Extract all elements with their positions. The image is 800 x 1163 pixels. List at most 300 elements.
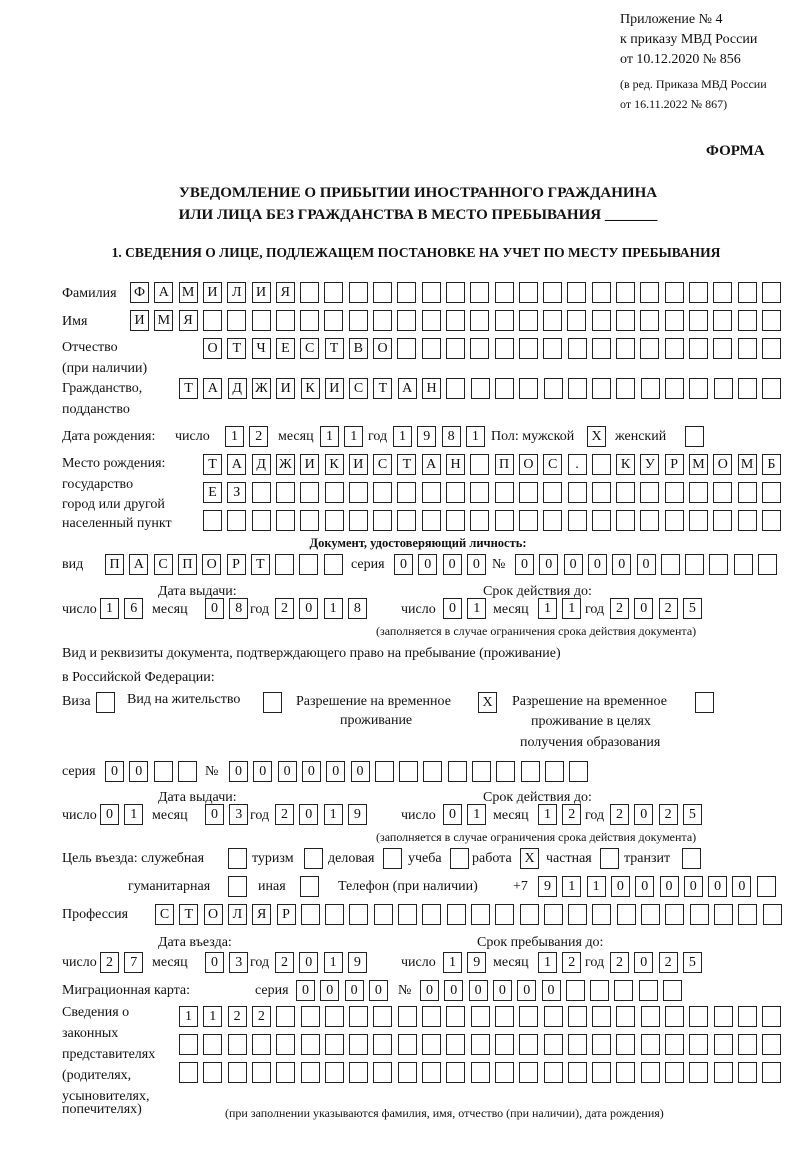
birthplace-row2-cell[interactable] (689, 482, 708, 503)
id-number-field-cell[interactable]: 0 (539, 554, 558, 575)
sex-male-checkbox[interactable]: X (587, 426, 606, 447)
stay-year-cell[interactable]: 5 (683, 952, 702, 973)
reps-row1-cell[interactable]: 2 (228, 1006, 247, 1027)
name-field-cell[interactable] (616, 310, 635, 331)
surname-field-cell[interactable] (543, 282, 562, 303)
citizenship-field-cell[interactable] (665, 378, 684, 399)
name-field-cell[interactable]: И (130, 310, 149, 331)
birthplace-row3-cell[interactable] (738, 510, 757, 531)
profession-field-cell[interactable]: Р (277, 904, 296, 925)
mc-number-field-cell[interactable] (566, 980, 585, 1001)
visa-checkbox[interactable] (96, 692, 115, 713)
birthplace-row3-cell[interactable] (616, 510, 635, 531)
profession-field-cell[interactable]: Л (228, 904, 247, 925)
birthplace-row1-cell[interactable]: Б (762, 454, 781, 475)
reps-row2-cell[interactable] (252, 1034, 271, 1055)
id-valid-year-cell[interactable]: 0 (634, 598, 653, 619)
id-number-field-cell[interactable]: 0 (564, 554, 583, 575)
citizenship-field-cell[interactable] (446, 378, 465, 399)
reps-row1-cell[interactable] (276, 1006, 295, 1027)
birthplace-row2-cell[interactable] (519, 482, 538, 503)
res-number-field-cell[interactable]: 0 (278, 761, 297, 782)
profession-field-cell[interactable] (738, 904, 757, 925)
res-valid-day-cell[interactable]: 0 (443, 804, 462, 825)
purpose-private-checkbox[interactable] (600, 848, 619, 869)
res-issue-year-cell[interactable]: 0 (299, 804, 318, 825)
reps-row3-cell[interactable] (398, 1062, 417, 1083)
id-number-field-cell[interactable] (685, 554, 704, 575)
birth-month-field-cell[interactable]: 1 (344, 426, 363, 447)
birthplace-row3-cell[interactable] (665, 510, 684, 531)
res-valid-year-cell[interactable]: 2 (610, 804, 629, 825)
purpose-official-checkbox[interactable] (228, 848, 247, 869)
reps-row2-cell[interactable] (276, 1034, 295, 1055)
reps-row1-cell[interactable] (495, 1006, 514, 1027)
name-field-cell[interactable] (446, 310, 465, 331)
reps-row2-cell[interactable] (495, 1034, 514, 1055)
patronymic-field-cell[interactable]: Т (325, 338, 344, 359)
reps-row1-cell[interactable] (568, 1006, 587, 1027)
id-kind-field-cell[interactable] (275, 554, 294, 575)
birthplace-row3-cell[interactable] (252, 510, 271, 531)
citizenship-field-cell[interactable] (495, 378, 514, 399)
reps-row3-cell[interactable] (665, 1062, 684, 1083)
res-issue-month-cell[interactable]: 3 (229, 804, 248, 825)
reps-row2-cell[interactable] (762, 1034, 781, 1055)
citizenship-field-cell[interactable] (519, 378, 538, 399)
name-field-cell[interactable] (543, 310, 562, 331)
birthplace-row2-cell[interactable] (543, 482, 562, 503)
mc-number-field-cell[interactable] (639, 980, 658, 1001)
reps-row1-cell[interactable]: 1 (203, 1006, 222, 1027)
profession-field-cell[interactable] (592, 904, 611, 925)
citizenship-field-cell[interactable]: Н (422, 378, 441, 399)
surname-field-cell[interactable] (738, 282, 757, 303)
name-field-cell[interactable] (203, 310, 222, 331)
birthplace-row1-cell[interactable]: К (616, 454, 635, 475)
mc-series-field-cell[interactable]: 0 (296, 980, 315, 1001)
reps-row2-cell[interactable] (689, 1034, 708, 1055)
name-field-cell[interactable] (300, 310, 319, 331)
patronymic-field-cell[interactable] (446, 338, 465, 359)
stay-day-cell[interactable]: 1 (443, 952, 462, 973)
reps-row2-cell[interactable] (471, 1034, 490, 1055)
citizenship-field-cell[interactable]: А (398, 378, 417, 399)
phone-field-cell[interactable]: 0 (611, 876, 630, 897)
patronymic-field-cell[interactable] (738, 338, 757, 359)
res-issue-year-cell[interactable]: 1 (324, 804, 343, 825)
name-field-cell[interactable] (422, 310, 441, 331)
reps-row1-cell[interactable] (325, 1006, 344, 1027)
reps-row1-cell[interactable]: 1 (179, 1006, 198, 1027)
reps-row3-cell[interactable] (689, 1062, 708, 1083)
birth-day-field-cell[interactable]: 2 (249, 426, 268, 447)
surname-field-cell[interactable] (324, 282, 343, 303)
id-series-field-cell[interactable]: 0 (418, 554, 437, 575)
citizenship-field-cell[interactable] (762, 378, 781, 399)
entry-year-cell[interactable]: 9 (348, 952, 367, 973)
reps-row1-cell[interactable] (762, 1006, 781, 1027)
name-field-cell[interactable] (276, 310, 295, 331)
reps-row3-cell[interactable] (446, 1062, 465, 1083)
surname-field-cell[interactable] (397, 282, 416, 303)
name-field-cell[interactable] (592, 310, 611, 331)
patronymic-field-cell[interactable]: Т (227, 338, 246, 359)
birthplace-row2-cell[interactable] (422, 482, 441, 503)
reps-row3-cell[interactable] (373, 1062, 392, 1083)
purpose-humanitarian-checkbox[interactable] (228, 876, 247, 897)
name-field-cell[interactable] (373, 310, 392, 331)
profession-field-cell[interactable] (447, 904, 466, 925)
res-number-field-cell[interactable] (545, 761, 564, 782)
entry-month-cell[interactable]: 0 (205, 952, 224, 973)
citizenship-field-cell[interactable]: Т (373, 378, 392, 399)
id-kind-field-cell[interactable] (299, 554, 318, 575)
surname-field-cell[interactable] (422, 282, 441, 303)
birthplace-row1-cell[interactable] (592, 454, 611, 475)
birthplace-row2-cell[interactable]: Е (203, 482, 222, 503)
reps-row1-cell[interactable] (349, 1006, 368, 1027)
reps-row3-cell[interactable] (252, 1062, 271, 1083)
patronymic-field-cell[interactable] (616, 338, 635, 359)
patronymic-field-cell[interactable] (568, 338, 587, 359)
name-field-cell[interactable] (470, 310, 489, 331)
name-field-cell[interactable] (227, 310, 246, 331)
birthplace-row3-cell[interactable] (325, 510, 344, 531)
surname-field-cell[interactable] (616, 282, 635, 303)
patronymic-field-cell[interactable] (713, 338, 732, 359)
mc-series-field-cell[interactable]: 0 (345, 980, 364, 1001)
id-valid-year-cell[interactable]: 2 (659, 598, 678, 619)
birthplace-row2-cell[interactable] (592, 482, 611, 503)
reps-row3-cell[interactable] (762, 1062, 781, 1083)
birth-day-field-cell[interactable]: 1 (225, 426, 244, 447)
citizenship-field-cell[interactable] (714, 378, 733, 399)
birthplace-row2-cell[interactable] (665, 482, 684, 503)
citizenship-field-cell[interactable] (568, 378, 587, 399)
reps-row3-cell[interactable] (325, 1062, 344, 1083)
name-field-cell[interactable] (640, 310, 659, 331)
stay-year-cell[interactable]: 2 (610, 952, 629, 973)
surname-field-cell[interactable] (470, 282, 489, 303)
birthplace-row3-cell[interactable] (422, 510, 441, 531)
res-issue-day-cell[interactable]: 0 (100, 804, 119, 825)
name-field-cell[interactable] (519, 310, 538, 331)
id-series-field-cell[interactable]: 0 (394, 554, 413, 575)
birthplace-row1-cell[interactable]: Т (203, 454, 222, 475)
surname-field-cell[interactable] (689, 282, 708, 303)
entry-year-cell[interactable]: 0 (299, 952, 318, 973)
reps-row2-cell[interactable] (519, 1034, 538, 1055)
res-number-field-cell[interactable]: 0 (302, 761, 321, 782)
profession-field-cell[interactable] (763, 904, 782, 925)
profession-field-cell[interactable] (398, 904, 417, 925)
res-number-field-cell[interactable] (423, 761, 442, 782)
id-kind-field-cell[interactable]: О (202, 554, 221, 575)
birthplace-row2-cell[interactable] (713, 482, 732, 503)
res-series-field-cell[interactable] (154, 761, 173, 782)
temp-permit-checkbox[interactable]: X (478, 692, 497, 713)
birthplace-row3-cell[interactable] (203, 510, 222, 531)
mc-number-field-cell[interactable]: 0 (542, 980, 561, 1001)
profession-field-cell[interactable] (690, 904, 709, 925)
patronymic-field-cell[interactable] (640, 338, 659, 359)
id-issue-year-cell[interactable]: 0 (299, 598, 318, 619)
name-field-cell[interactable] (665, 310, 684, 331)
res-number-field-cell[interactable]: 0 (253, 761, 272, 782)
id-kind-field-cell[interactable] (324, 554, 343, 575)
birthplace-row2-cell[interactable] (640, 482, 659, 503)
id-issue-month-cell[interactable]: 8 (229, 598, 248, 619)
birthplace-row1-cell[interactable]: А (227, 454, 246, 475)
reps-row1-cell[interactable] (738, 1006, 757, 1027)
reps-row2-cell[interactable] (398, 1034, 417, 1055)
birthplace-row3-cell[interactable] (640, 510, 659, 531)
reps-row2-cell[interactable] (616, 1034, 635, 1055)
id-kind-field-cell[interactable]: П (178, 554, 197, 575)
id-valid-day-cell[interactable]: 1 (467, 598, 486, 619)
citizenship-field-cell[interactable] (544, 378, 563, 399)
patronymic-field-cell[interactable]: В (349, 338, 368, 359)
reps-row2-cell[interactable] (349, 1034, 368, 1055)
mc-number-field-cell[interactable] (590, 980, 609, 1001)
reps-row1-cell[interactable] (616, 1006, 635, 1027)
res-number-field-cell[interactable] (569, 761, 588, 782)
reps-row1-cell[interactable] (665, 1006, 684, 1027)
birthplace-row1-cell[interactable]: О (519, 454, 538, 475)
id-number-field-cell[interactable]: 0 (588, 554, 607, 575)
citizenship-field-cell[interactable]: Д (228, 378, 247, 399)
res-number-field-cell[interactable]: 0 (326, 761, 345, 782)
reps-row1-cell[interactable] (373, 1006, 392, 1027)
reps-row2-cell[interactable] (641, 1034, 660, 1055)
birthplace-row2-cell[interactable] (300, 482, 319, 503)
surname-field-cell[interactable]: И (203, 282, 222, 303)
surname-field-cell[interactable]: Ф (130, 282, 149, 303)
birthplace-row2-cell[interactable] (397, 482, 416, 503)
res-number-field-cell[interactable]: 0 (351, 761, 370, 782)
reps-row1-cell[interactable] (301, 1006, 320, 1027)
surname-field-cell[interactable] (373, 282, 392, 303)
res-valid-year-cell[interactable]: 5 (683, 804, 702, 825)
reps-row2-cell[interactable] (738, 1034, 757, 1055)
surname-field-cell[interactable] (495, 282, 514, 303)
birthplace-row2-cell[interactable] (446, 482, 465, 503)
edu-permit-checkbox[interactable] (695, 692, 714, 713)
reps-row1-cell[interactable] (446, 1006, 465, 1027)
patronymic-field-cell[interactable] (592, 338, 611, 359)
mc-series-field-cell[interactable]: 0 (369, 980, 388, 1001)
birthplace-row1-cell[interactable] (470, 454, 489, 475)
id-number-field-cell[interactable] (709, 554, 728, 575)
reps-row1-cell[interactable]: 2 (252, 1006, 271, 1027)
profession-field-cell[interactable] (714, 904, 733, 925)
id-issue-month-cell[interactable]: 0 (205, 598, 224, 619)
surname-field-cell[interactable] (665, 282, 684, 303)
birth-year-field-cell[interactable]: 8 (442, 426, 461, 447)
citizenship-field-cell[interactable]: А (203, 378, 222, 399)
patronymic-field-cell[interactable]: Ч (252, 338, 271, 359)
reps-row1-cell[interactable] (422, 1006, 441, 1027)
res-number-field-cell[interactable] (399, 761, 418, 782)
name-field-cell[interactable] (495, 310, 514, 331)
birthplace-row2-cell[interactable] (373, 482, 392, 503)
profession-field-cell[interactable] (495, 904, 514, 925)
id-kind-field-cell[interactable]: П (105, 554, 124, 575)
patronymic-field-cell[interactable] (543, 338, 562, 359)
res-series-field-cell[interactable] (178, 761, 197, 782)
birthplace-row1-cell[interactable]: У (640, 454, 659, 475)
id-valid-year-cell[interactable]: 2 (610, 598, 629, 619)
profession-field-cell[interactable]: С (155, 904, 174, 925)
birthplace-row3-cell[interactable] (446, 510, 465, 531)
res-valid-year-cell[interactable]: 0 (634, 804, 653, 825)
reps-row3-cell[interactable] (495, 1062, 514, 1083)
birthplace-row1-cell[interactable]: И (300, 454, 319, 475)
entry-month-cell[interactable]: 3 (229, 952, 248, 973)
id-issue-day-cell[interactable]: 1 (100, 598, 119, 619)
purpose-business-checkbox[interactable] (383, 848, 402, 869)
birthplace-row2-cell[interactable] (276, 482, 295, 503)
purpose-work-checkbox[interactable]: X (520, 848, 539, 869)
id-number-field-cell[interactable] (734, 554, 753, 575)
name-field-cell[interactable] (397, 310, 416, 331)
birthplace-row3-cell[interactable] (568, 510, 587, 531)
stay-month-cell[interactable]: 1 (538, 952, 557, 973)
patronymic-field-cell[interactable] (762, 338, 781, 359)
surname-field-cell[interactable]: И (252, 282, 271, 303)
res-valid-month-cell[interactable]: 1 (538, 804, 557, 825)
birthplace-row2-cell[interactable] (616, 482, 635, 503)
reps-row1-cell[interactable] (714, 1006, 733, 1027)
name-field-cell[interactable] (567, 310, 586, 331)
purpose-transit-checkbox[interactable] (682, 848, 701, 869)
profession-field-cell[interactable]: Т (179, 904, 198, 925)
res-number-field-cell[interactable] (375, 761, 394, 782)
purpose-tourism-checkbox[interactable] (304, 848, 323, 869)
id-valid-day-cell[interactable]: 0 (443, 598, 462, 619)
reps-row1-cell[interactable] (641, 1006, 660, 1027)
citizenship-field-cell[interactable] (689, 378, 708, 399)
reps-row3-cell[interactable] (568, 1062, 587, 1083)
patronymic-field-cell[interactable] (470, 338, 489, 359)
res-number-field-cell[interactable] (448, 761, 467, 782)
reps-row3-cell[interactable] (228, 1062, 247, 1083)
name-field-cell[interactable]: М (154, 310, 173, 331)
surname-field-cell[interactable] (567, 282, 586, 303)
reps-row3-cell[interactable] (276, 1062, 295, 1083)
birthplace-row3-cell[interactable] (373, 510, 392, 531)
citizenship-field-cell[interactable]: С (349, 378, 368, 399)
birthplace-row2-cell[interactable] (738, 482, 757, 503)
res-issue-day-cell[interactable]: 1 (124, 804, 143, 825)
citizenship-field-cell[interactable]: К (301, 378, 320, 399)
id-issue-year-cell[interactable]: 2 (275, 598, 294, 619)
birthplace-row2-cell[interactable]: З (227, 482, 246, 503)
birthplace-row2-cell[interactable] (349, 482, 368, 503)
id-kind-field-cell[interactable]: Р (227, 554, 246, 575)
profession-field-cell[interactable]: О (204, 904, 223, 925)
profession-field-cell[interactable] (641, 904, 660, 925)
residence-permit-checkbox[interactable] (263, 692, 282, 713)
surname-field-cell[interactable] (349, 282, 368, 303)
res-issue-year-cell[interactable]: 2 (275, 804, 294, 825)
profession-field-cell[interactable] (665, 904, 684, 925)
birthplace-row1-cell[interactable]: М (689, 454, 708, 475)
citizenship-field-cell[interactable]: И (276, 378, 295, 399)
birthplace-row1-cell[interactable]: М (738, 454, 757, 475)
birthplace-row3-cell[interactable] (519, 510, 538, 531)
stay-year-cell[interactable]: 0 (634, 952, 653, 973)
name-field-cell[interactable] (349, 310, 368, 331)
birthplace-row1-cell[interactable]: . (568, 454, 587, 475)
id-series-field-cell[interactable]: 0 (443, 554, 462, 575)
profession-field-cell[interactable] (471, 904, 490, 925)
stay-day-cell[interactable]: 9 (467, 952, 486, 973)
birthplace-row2-cell[interactable] (252, 482, 271, 503)
profession-field-cell[interactable] (568, 904, 587, 925)
birthplace-row1-cell[interactable]: О (713, 454, 732, 475)
birthplace-row3-cell[interactable] (470, 510, 489, 531)
citizenship-field-cell[interactable] (616, 378, 635, 399)
profession-field-cell[interactable] (544, 904, 563, 925)
id-number-field-cell[interactable]: 0 (612, 554, 631, 575)
reps-row1-cell[interactable] (544, 1006, 563, 1027)
surname-field-cell[interactable]: А (154, 282, 173, 303)
reps-row2-cell[interactable] (544, 1034, 563, 1055)
reps-row1-cell[interactable] (398, 1006, 417, 1027)
mc-number-field-cell[interactable]: 0 (517, 980, 536, 1001)
id-number-field-cell[interactable]: 0 (515, 554, 534, 575)
birthplace-row3-cell[interactable] (592, 510, 611, 531)
birthplace-row1-cell[interactable]: П (495, 454, 514, 475)
id-series-field-cell[interactable]: 0 (467, 554, 486, 575)
birthplace-row1-cell[interactable]: К (325, 454, 344, 475)
birth-month-field-cell[interactable]: 1 (320, 426, 339, 447)
reps-row2-cell[interactable] (592, 1034, 611, 1055)
birthplace-row2-cell[interactable] (470, 482, 489, 503)
birthplace-row1-cell[interactable]: С (543, 454, 562, 475)
reps-row3-cell[interactable] (738, 1062, 757, 1083)
entry-day-cell[interactable]: 7 (124, 952, 143, 973)
id-number-field-cell[interactable] (661, 554, 680, 575)
phone-field-cell[interactable]: 9 (538, 876, 557, 897)
res-valid-year-cell[interactable]: 2 (659, 804, 678, 825)
birthplace-row1-cell[interactable]: Ж (276, 454, 295, 475)
birthplace-row3-cell[interactable] (762, 510, 781, 531)
reps-row2-cell[interactable] (714, 1034, 733, 1055)
patronymic-field-cell[interactable] (689, 338, 708, 359)
profession-field-cell[interactable]: Я (252, 904, 271, 925)
sex-female-checkbox[interactable] (685, 426, 704, 447)
birth-year-field-cell[interactable]: 9 (417, 426, 436, 447)
surname-field-cell[interactable] (300, 282, 319, 303)
patronymic-field-cell[interactable] (665, 338, 684, 359)
birthplace-row2-cell[interactable] (762, 482, 781, 503)
res-number-field-cell[interactable] (472, 761, 491, 782)
name-field-cell[interactable] (324, 310, 343, 331)
reps-row2-cell[interactable] (373, 1034, 392, 1055)
purpose-other-checkbox[interactable] (300, 876, 319, 897)
patronymic-field-cell[interactable]: О (373, 338, 392, 359)
surname-field-cell[interactable]: Я (276, 282, 295, 303)
profession-field-cell[interactable] (301, 904, 320, 925)
reps-row3-cell[interactable] (519, 1062, 538, 1083)
citizenship-field-cell[interactable]: Т (179, 378, 198, 399)
id-kind-field-cell[interactable]: А (129, 554, 148, 575)
birthplace-row1-cell[interactable]: Д (252, 454, 271, 475)
patronymic-field-cell[interactable] (519, 338, 538, 359)
